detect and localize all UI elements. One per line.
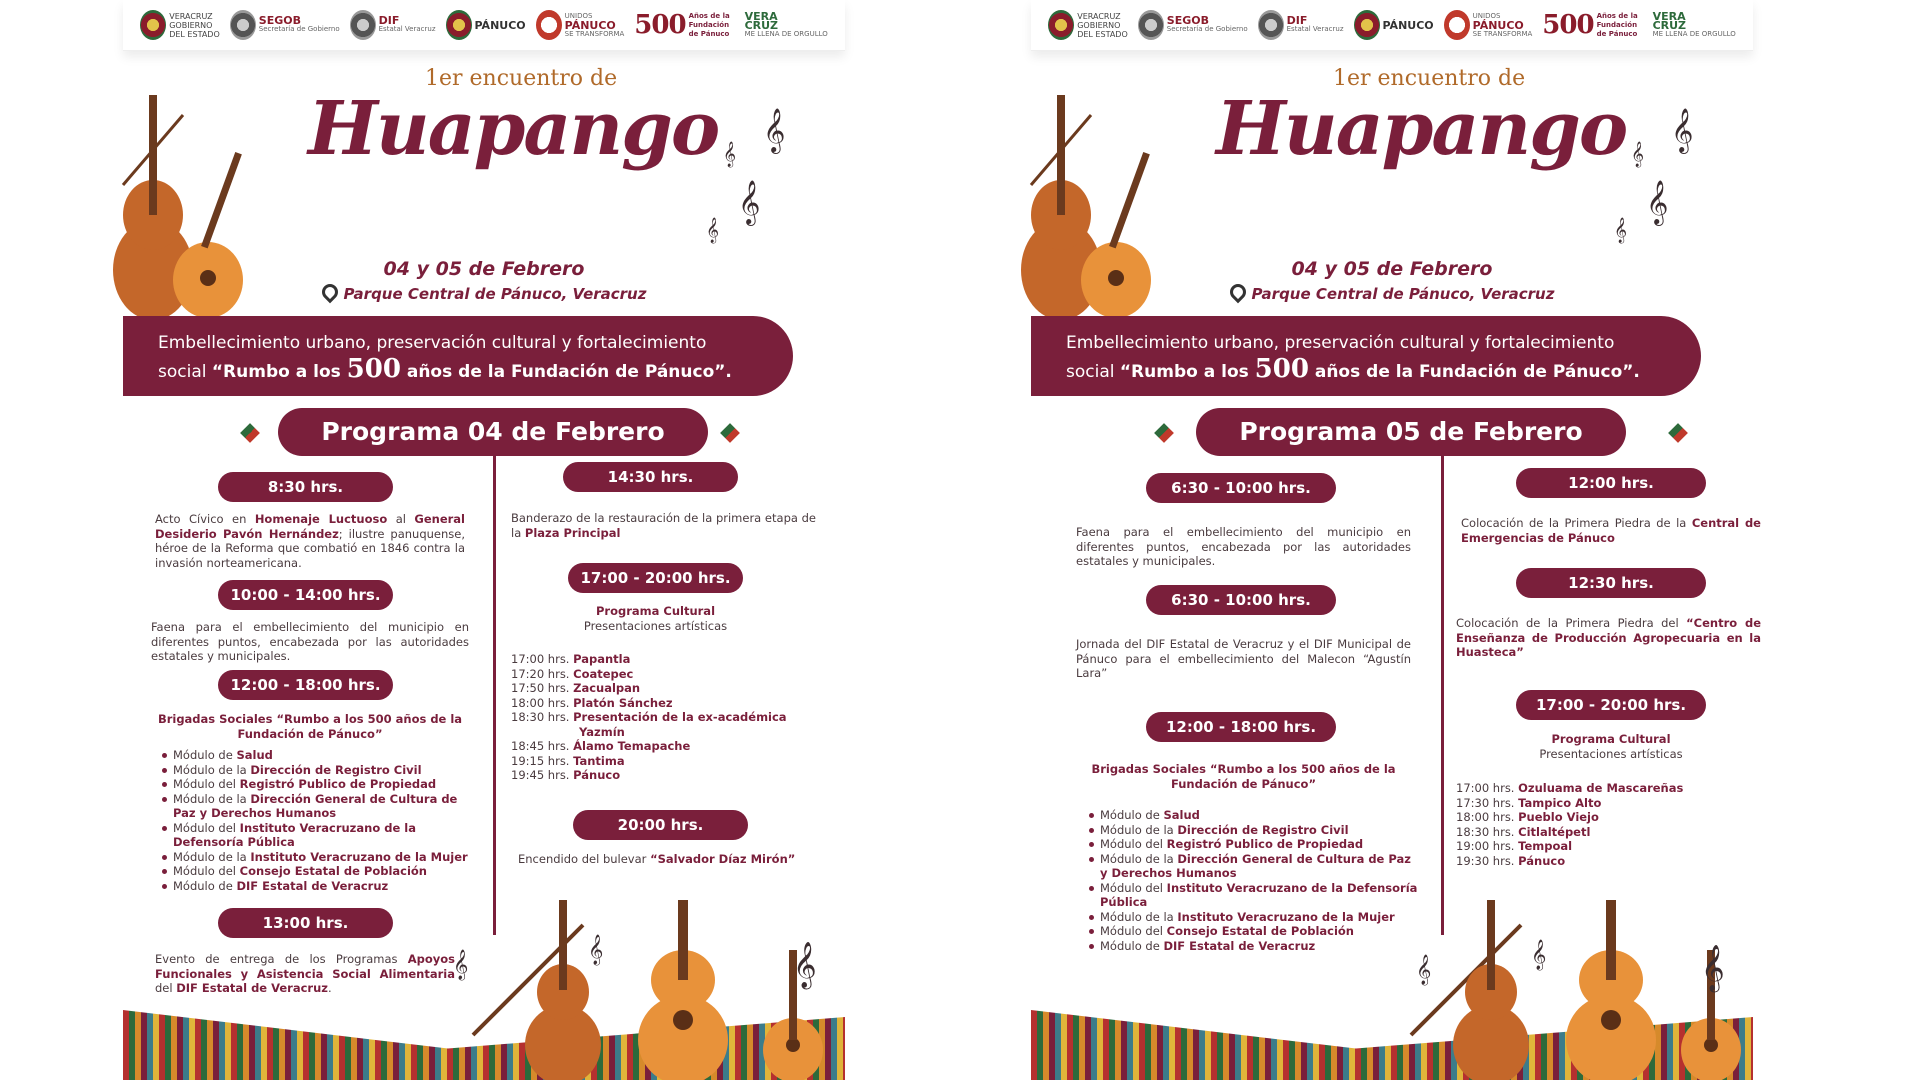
veracruz-brand-logo: VERA CRUZ ME LLENA DE ORGULLO	[744, 9, 828, 38]
schedule-row: 18:45 hrs. Álamo Temapache	[511, 739, 691, 753]
cultural-program-subtitle: Presentaciones artísticas	[1539, 747, 1683, 761]
list-item: Módulo del Instituto Veracruzano de la Defensoría Pública	[173, 821, 473, 850]
state-seal-icon	[140, 10, 166, 40]
time-pill: 12:00 hrs.	[1516, 468, 1706, 498]
event-title: Huapango	[308, 86, 719, 172]
list-item: Módulo de DIF Estatal de Veracruz	[1100, 939, 1420, 954]
treble-clef-icon: 𝄞	[793, 942, 817, 988]
event-place: Parque Central de Pánuco, Veracruz	[123, 284, 845, 303]
schedule-row: 17:30 hrs. Tampico Alto	[1456, 795, 1602, 810]
poster-feb-04	[123, 0, 845, 1080]
treble-clef-icon: 𝄞	[706, 218, 720, 243]
schedule-row: 17:20 hrs. Coatepec	[511, 666, 634, 681]
schedule-row: 19:00 hrs. Tempoal	[1456, 839, 1573, 853]
treble-clef-icon: 𝄞	[723, 142, 737, 167]
unidos-ring-icon	[536, 10, 562, 40]
diamond-ornament-icon	[240, 423, 260, 443]
time-pill: 12:00 - 18:00 hrs.	[1146, 712, 1336, 742]
segob-logo: SEGOB Secretaría de Gobierno	[230, 10, 340, 40]
event-description: Colocación de la Primera Piedra de la Central de Emergencias de Pánuco	[1461, 516, 1761, 545]
time-pill: 13:00 hrs.	[218, 908, 393, 938]
schedule-row: 17:00 hrs. Ozuluama de Mascareñas	[1456, 781, 1684, 795]
schedule-row: 17:00 hrs. Papantla	[511, 652, 631, 666]
schedule-row: 18:30 hrs. Citlaltépetl	[1456, 824, 1591, 839]
diamond-ornament-icon	[1154, 423, 1174, 443]
time-pill: 10:00 - 14:00 hrs.	[218, 580, 393, 610]
dif-logo: DIF Estatal Veracruz	[1258, 10, 1344, 40]
cultural-program-title: Programa Cultural	[595, 604, 716, 618]
time-pill: 14:30 hrs.	[563, 462, 738, 492]
panuco-logo: PÁNUCO	[446, 10, 526, 40]
event-description: Acto Cívico en Homenaje Luctuoso al General Desiderio Pavón Hernández; ilustre panuquense, héroe de la Reforma que combatió en 1846 contra la invasión norteamericana.	[155, 512, 465, 570]
schedule-row: 19:45 hrs. Pánuco	[511, 768, 621, 782]
schedule-row: 18:00 hrs. Platón Sánchez	[511, 695, 673, 710]
segob-logo: SEGOB Secretaría de Gobierno	[1138, 10, 1248, 40]
list-item: Módulo de Salud	[173, 748, 473, 763]
instruments-illustration	[1411, 900, 1751, 1080]
segob-seal-icon	[1138, 10, 1164, 40]
500-years-logo: 500 Años de la Fundación de Pánuco	[634, 9, 730, 40]
modules-list	[161, 748, 473, 893]
program-title: Programa 05 de Febrero	[1196, 408, 1626, 456]
treble-clef-icon: 𝄞	[588, 935, 604, 965]
list-item: Módulo de la Instituto Veracruzano de la Mujer	[173, 850, 473, 865]
diamond-ornament-icon	[720, 423, 740, 443]
event-place: Parque Central de Pánuco, Veracruz	[1031, 284, 1753, 303]
logo-bar	[123, 0, 845, 51]
dif-logo: DIF Estatal Veracruz	[350, 10, 436, 40]
schedule-row: 17:50 hrs. Zacualpan	[511, 681, 641, 695]
time-pill: 17:00 - 20:00 hrs.	[568, 563, 743, 593]
schedule-row: 19:15 hrs. Tantima	[511, 753, 625, 768]
veracruz-gov-logo: VERACRUZ GOBIERNO DEL ESTADO	[1048, 10, 1128, 40]
brigadas-title: Brigadas Sociales “Rumbo a los 500 años de la Fundación de Pánuco”	[157, 712, 463, 741]
list-item: Módulo del Instituto Veracruzano de la Defensoría Pública	[1100, 881, 1420, 910]
list-item: Módulo del Consejo Estatal de Población	[173, 864, 473, 879]
logo-bar	[1031, 0, 1753, 51]
list-item: Módulo del Registró Publico de Propiedad	[1100, 837, 1420, 852]
event-description: Faena para el embellecimiento del municipio en diferentes puntos, encabezada por las autoridades estatales y municipales.	[151, 620, 469, 663]
500-years-logo: 500 Años de la Fundación de Pánuco	[1542, 9, 1638, 40]
treble-clef-icon: 𝄞	[453, 950, 469, 980]
treble-clef-icon: 𝄞	[1416, 955, 1432, 985]
panuco-logo: PÁNUCO	[1354, 10, 1434, 40]
treble-clef-icon: 𝄞	[1671, 108, 1694, 152]
diamond-ornament-icon	[1668, 423, 1688, 443]
time-pill: 12:00 - 18:00 hrs.	[218, 670, 393, 700]
column-divider	[1441, 455, 1444, 935]
column-divider	[493, 455, 496, 935]
state-seal-icon	[1048, 10, 1074, 40]
panuco-seal-icon	[446, 10, 472, 40]
treble-clef-icon: 𝄞	[763, 108, 786, 152]
time-pill: 8:30 hrs.	[218, 472, 393, 502]
dif-seal-icon	[350, 10, 376, 40]
instruments-illustration	[473, 900, 843, 1080]
event-title: Huapango	[1216, 86, 1627, 172]
schedule-row: 18:30 hrs. Presentación de la ex-académica	[511, 710, 787, 724]
list-item: Módulo de la Dirección de Registro Civil	[1100, 823, 1420, 838]
event-dates: 04 y 05 de Febrero	[1291, 258, 1493, 280]
treble-clef-icon: 𝄞	[1646, 180, 1669, 224]
time-pill: 6:30 - 10:00 hrs.	[1146, 473, 1336, 503]
schedule-row: 19:30 hrs. Pánuco	[1456, 853, 1566, 868]
brigadas-title: Brigadas Sociales “Rumbo a los 500 años de la Fundación de Pánuco”	[1091, 762, 1396, 791]
treble-clef-icon: 𝄞	[1614, 218, 1628, 243]
event-description: Jornada del DIF Estatal de Veracruz y el DIF Municipal de Pánuco para el embellecimiento del Malecon “Agustín Lara”	[1076, 637, 1411, 680]
mission-banner: Embellecimiento urbano, preservación cultural y fortalecimiento social “Rumbo a los 500 años de la Fundación de Pánuco”.	[1031, 316, 1701, 396]
location-pin-icon	[1226, 281, 1249, 304]
unidos-ring-icon	[1444, 10, 1470, 40]
event-description: Encendido del bulevar “Salvador Díaz Mirón”	[518, 852, 796, 866]
time-pill: 17:00 - 20:00 hrs.	[1516, 690, 1706, 720]
time-pill: 6:30 - 10:00 hrs.	[1146, 585, 1336, 615]
event-subtitle: 1er encuentro de	[425, 66, 618, 91]
list-item: Módulo de la Dirección de Registro Civil	[173, 763, 473, 778]
list-item: Módulo de la Dirección General de Cultura de Paz y Derechos Humanos	[173, 792, 473, 821]
program-title: Programa 04 de Febrero	[278, 408, 708, 456]
list-item: Módulo de la Dirección General de Cultura de Paz y Derechos Humanos	[1100, 852, 1420, 881]
performance-schedule	[1456, 781, 1756, 868]
list-item: Módulo de la Instituto Veracruzano de la Mujer	[1100, 910, 1420, 925]
event-description: Faena para el embellecimiento del municipio en diferentes puntos, encabezada por las autoridades estatales y municipales.	[1076, 525, 1411, 568]
modules-list	[1088, 808, 1420, 953]
list-item: Módulo de Salud	[1100, 808, 1420, 823]
dif-seal-icon	[1258, 10, 1284, 40]
event-subtitle: 1er encuentro de	[1333, 66, 1526, 91]
list-item: Módulo del Consejo Estatal de Población	[1100, 924, 1420, 939]
event-dates: 04 y 05 de Febrero	[383, 258, 585, 280]
panuco-seal-icon	[1354, 10, 1380, 40]
event-description: Banderazo de la restauración de la primera etapa de la Plaza Principal	[511, 511, 816, 540]
list-item: Módulo del Registró Publico de Propiedad	[173, 777, 473, 792]
list-item: Módulo de DIF Estatal de Veracruz	[173, 879, 473, 894]
cultural-program-subtitle: Presentaciones artísticas	[583, 619, 728, 633]
time-pill: 12:30 hrs.	[1516, 568, 1706, 598]
treble-clef-icon: 𝄞	[1701, 945, 1725, 991]
segob-seal-icon	[230, 10, 256, 40]
event-description: Evento de entrega de los Programas Apoyos Funcionales y Asistencia Social Alimentaria del DIF Estatal de Veracruz.	[155, 952, 455, 995]
schedule-row: Yazmín	[579, 724, 625, 739]
event-description: Colocación de la Primera Piedra del “Centro de Enseñanza de Producción Agropecuaria en la Huasteca”	[1456, 616, 1761, 659]
unidos-panuco-logo: UNIDOS PÁNUCO SE TRANSFORMA	[536, 10, 625, 40]
veracruz-brand-logo: VERA CRUZ ME LLENA DE ORGULLO	[1652, 9, 1736, 38]
treble-clef-icon: 𝄞	[738, 180, 761, 224]
location-pin-icon	[318, 281, 341, 304]
unidos-panuco-logo: UNIDOS PÁNUCO SE TRANSFORMA	[1444, 10, 1533, 40]
time-pill: 20:00 hrs.	[573, 810, 748, 840]
poster-feb-05	[1031, 0, 1761, 1080]
performance-schedule	[511, 652, 811, 783]
treble-clef-icon: 𝄞	[1531, 940, 1547, 970]
schedule-row: 18:00 hrs. Pueblo Viejo	[1456, 810, 1599, 824]
veracruz-gov-logo: VERACRUZ GOBIERNO DEL ESTADO	[140, 10, 220, 40]
treble-clef-icon: 𝄞	[1631, 142, 1645, 167]
cultural-program-title: Programa Cultural	[1551, 732, 1671, 746]
mission-banner: Embellecimiento urbano, preservación cultural y fortalecimiento social “Rumbo a los 500 años de la Fundación de Pánuco”.	[123, 316, 793, 396]
